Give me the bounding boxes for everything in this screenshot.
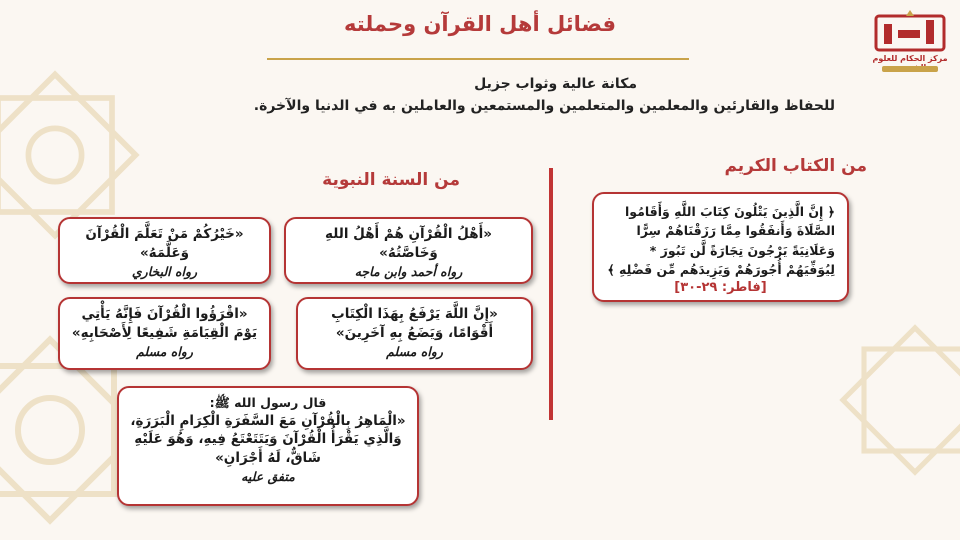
hadith-card [296,297,533,370]
hadith-source: رواه أحمد وابن ماجه [354,263,463,279]
hadith-text: «اقْرَؤُوا الْقُرْآنَ فَإِنَّهُ يَأْتِي يَوْمَ الْقِيَامَةِ شَفِيعًا لِأَصْحَابِهِ» [71,306,258,341]
quran-section-heading: من الكتاب الكريم [724,156,867,176]
title-divider [267,58,689,60]
quran-verse-card [592,192,849,302]
quran-verse-reference: [فاطر: ٢٩-٣٠] [674,279,767,295]
background-ornament-icon [830,300,960,500]
hadith-card [58,297,271,370]
hadith-source: رواه مسلم [386,343,443,359]
intro-line-1: مكانة عالية وثواب جزيل [474,76,637,92]
hadith-card [58,217,271,284]
long-hadith-card [117,386,419,506]
hadith-source: رواه البخاري [131,263,198,279]
quran-verse-text: ﴿ إِنَّ الَّذِينَ يَتْلُونَ كِتَابَ اللَّهِ وَأَقَامُوا الصَّلَاةَ وَأَنفَقُوا مِمَّا رَزَقْنَاهُمْ سِرًّا وَعَلَانِيَةً يَرْجُونَ تِجَارَةً لَّن تَبُورَ * لِيُوَفِّيَهُمْ أُجُورَهُمْ وَيَزِيدَهُم مِّن فَضْلِهِ ﴾ [607,204,835,278]
sunnah-section-heading: من السنة النبوية [322,170,460,190]
logo-underline [882,66,938,72]
hadith-source: رواه مسلم [136,343,193,359]
column-divider [549,168,553,420]
logo-subtitle: مركز الحكام للعلوم [872,54,948,63]
hadith-card [284,217,533,284]
hadith-lead: قال رسول الله ﷺ: [209,395,327,410]
page-title: فضائل أهل القرآن وحملته [344,12,616,36]
intro-line-2: للحفاظ والقارئين والمعلمين والمتعلمين والمستمعين والعاملين به في الدنيا والآخرة. [253,98,835,114]
hadith-text: «الْمَاهِرُ بِالْقُرْآنِ مَعَ السَّفَرَةِ الْكِرَامِ الْبَرَرَةِ، وَالَّذِي يَقْرَأُ الْقُرْآنَ وَيَتَتَعْتَعُ فِيهِ، وَهُوَ عَلَيْهِ شَاقٌّ، لَهُ أَجْرَانِ» [130,412,406,467]
hadith-text: «إِنَّ اللَّهَ يَرْفَعُ بِهَذَا الْكِتَابِ أَقْوَامًا، وَيَضَعُ بِهِ آخَرِينَ» [331,306,498,341]
hadith-source: متفق عليه [241,469,295,485]
hadith-text: «خَيْرُكُمْ مَنْ تَعَلَّمَ الْقُرْآنَ وَعَلَّمَهُ» [85,226,244,261]
hadith-text: «أَهْلُ الْقُرْآنِ هُمْ أَهْلُ اللهِ وَخَاصَّتُهُ» [325,226,492,261]
